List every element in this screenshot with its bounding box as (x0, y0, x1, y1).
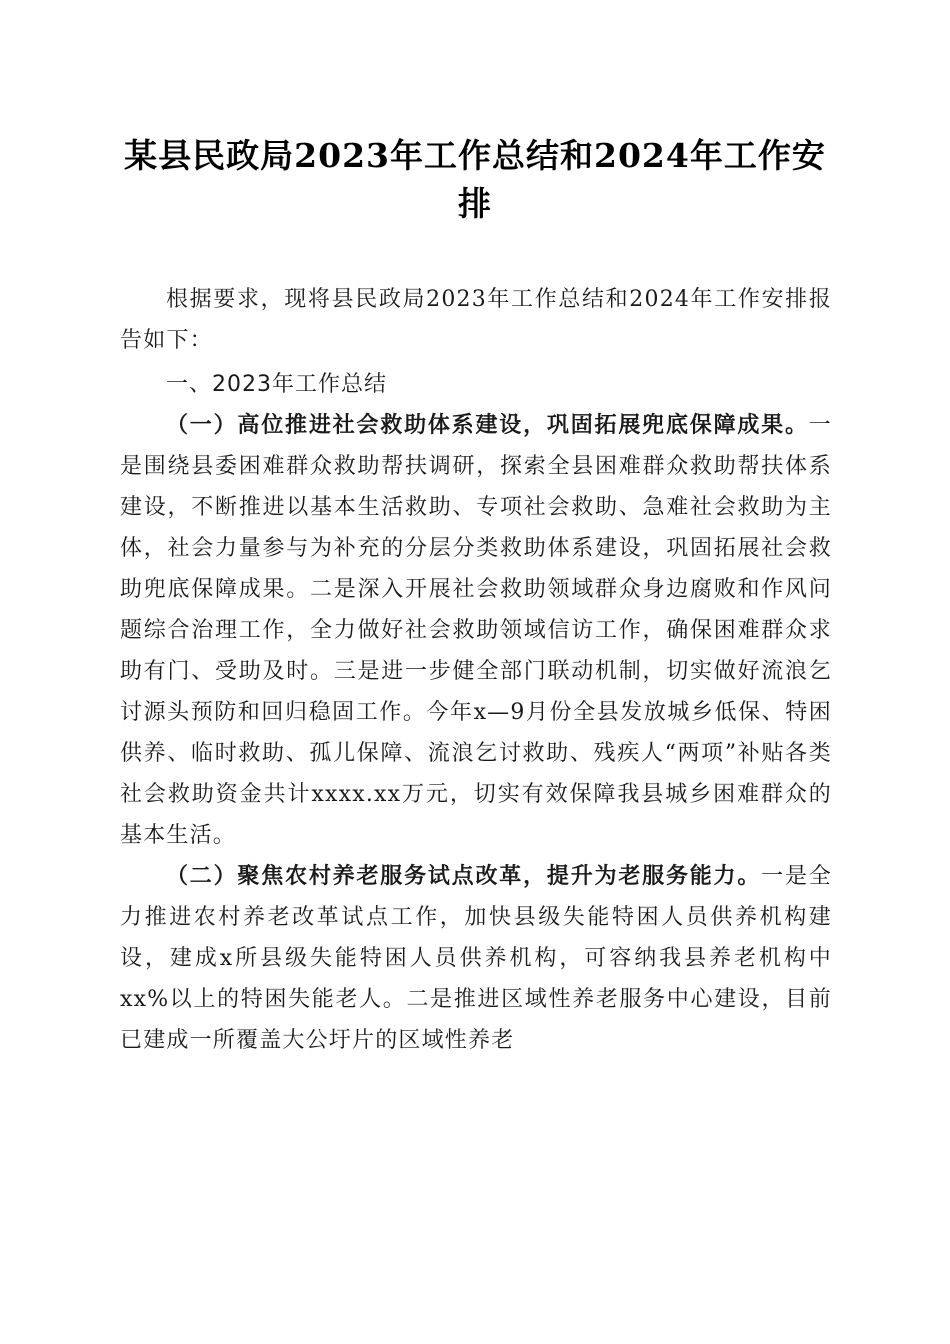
section-heading: 一、2023年工作总结 (166, 372, 387, 397)
subsection-body: 一是全力推进农村养老改革试点工作，加快县级失能特困人员供养机构建设，建成x所县级失能特困人员供养机构，可容纳我县养老机构中xx%以上的特困失能老人。二是推进区域性养老服务中心建设，目前已建成一所覆盖大公圩片的区域性养老 (120, 864, 832, 1053)
subsection-paragraph (120, 405, 832, 856)
subsection-paragraph (120, 856, 832, 1061)
document-body (120, 279, 832, 1061)
subsection-heading: （一）高位推进社会救助体系建设，巩固拓展兜底保障成果。 (166, 412, 809, 438)
document-title: 某县民政局2023年工作总结和2024年工作安排 (124, 136, 826, 223)
subsection-body: 一是围绕县委困难群众救助帮扶调研，探索全县困难群众救助帮扶体系建设，不断推进以基本生活救助、专项社会救助、急难社会救助为主体，社会力量参与为补充的分层分类救助体系建设，巩固拓展社会救助兜底保障成果。二是深入开展社会救助领域群众身边腐败和作风问题综合治理工作，全力做好社会救助领域信访工作，确保困难群众求助有门、受助及时。三是进一步健全部门联动机制，切实做好流浪乞讨源头预防和回归稳固工作。今年x—9月份全县发放城乡低保、特困供养、临时救助、孤儿保障、流浪乞讨救助、残疾人“两项”补贴各类社会救助资金共计xxxx.xx万元，切实有效保障我县城乡困难群众的基本生活。 (120, 413, 832, 848)
intro-paragraph: 根据要求，现将县民政局2023年工作总结和2024年工作安排报告如下： (120, 287, 832, 353)
subsection-heading: （二）聚焦农村养老服务试点改革，提升为老服务能力。 (166, 863, 762, 889)
